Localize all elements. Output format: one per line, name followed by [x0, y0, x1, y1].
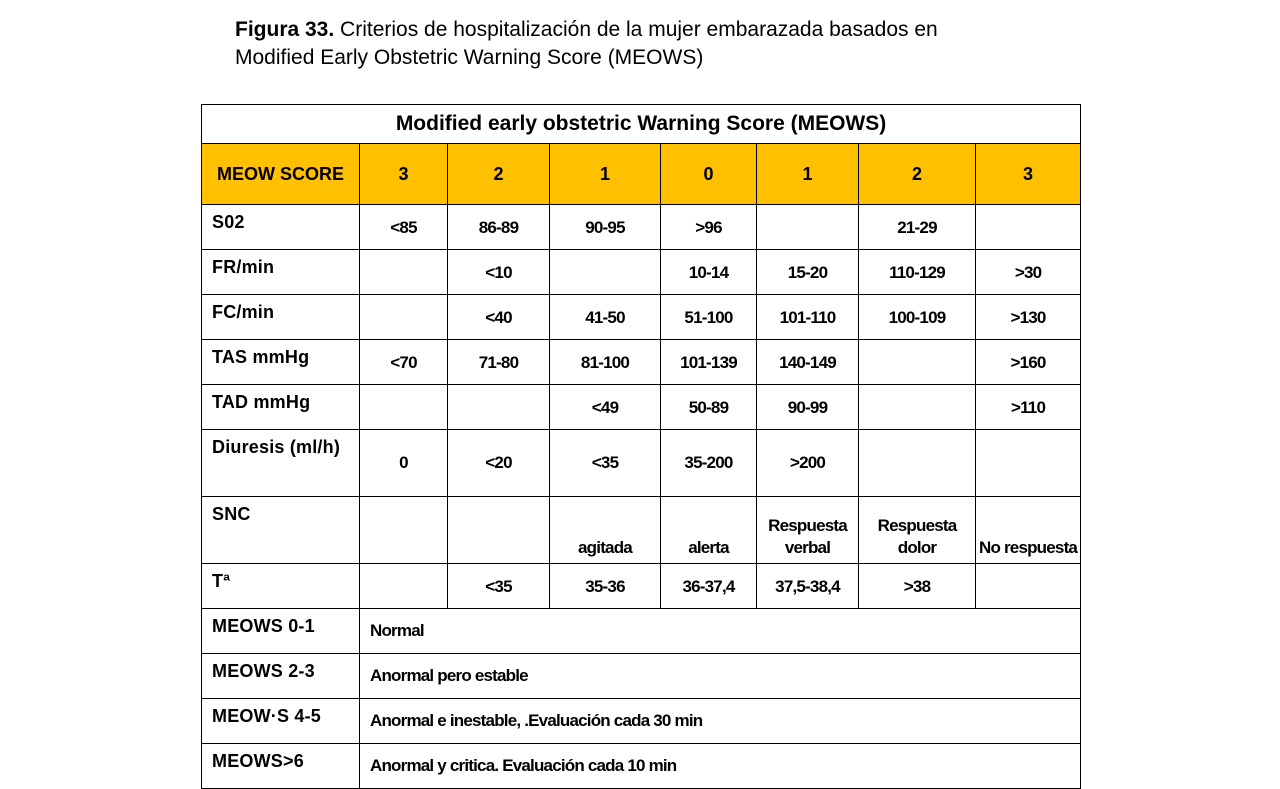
table-cell: >30	[976, 250, 1081, 295]
table-cell: 35-200	[661, 430, 757, 497]
table-cell: 90-99	[757, 385, 859, 430]
table-title-row	[202, 105, 1081, 144]
table-cell: >130	[976, 295, 1081, 340]
table-cell	[360, 250, 448, 295]
table-cell: >110	[976, 385, 1081, 430]
category-row	[202, 744, 1081, 789]
table-cell: 51-100	[661, 295, 757, 340]
table-cell: <49	[550, 385, 661, 430]
score-header-row	[202, 144, 1081, 205]
table-cell: 50-89	[661, 385, 757, 430]
row-label: Diuresis (ml/h)	[202, 430, 360, 497]
row-label: TAD mmHg	[202, 385, 360, 430]
table-row	[202, 564, 1081, 609]
row-label: FR/min	[202, 250, 360, 295]
category-text: Anormal y critica. Evaluación cada 10 min	[360, 744, 1081, 789]
table-title: Modified early obstetric Warning Score (MEOWS)	[202, 105, 1081, 144]
table-row	[202, 497, 1081, 564]
category-row	[202, 609, 1081, 654]
table-cell: <35	[448, 564, 550, 609]
table-cell: 36-37,4	[661, 564, 757, 609]
table-cell: 37,5-38,4	[757, 564, 859, 609]
table-row	[202, 385, 1081, 430]
score-header-cell: 1	[550, 144, 661, 205]
meows-table	[201, 104, 1081, 789]
category-row	[202, 654, 1081, 699]
table-cell	[550, 250, 661, 295]
table-row	[202, 205, 1081, 250]
table-cell: Respuesta dolor	[859, 497, 976, 564]
table-cell	[976, 430, 1081, 497]
table-cell: <40	[448, 295, 550, 340]
table-cell: <20	[448, 430, 550, 497]
table-cell	[976, 564, 1081, 609]
category-text: Anormal pero estable	[360, 654, 1081, 699]
category-text: Normal	[360, 609, 1081, 654]
table-cell: 81-100	[550, 340, 661, 385]
table-cell: 101-139	[661, 340, 757, 385]
table-cell: 35-36	[550, 564, 661, 609]
table-cell	[360, 497, 448, 564]
table-cell	[360, 564, 448, 609]
row-label: S02	[202, 205, 360, 250]
table-row	[202, 250, 1081, 295]
category-label: MEOWS>6	[202, 744, 360, 789]
table-cell: 15-20	[757, 250, 859, 295]
table-cell	[757, 205, 859, 250]
caption-line-2: Modified Early Obstetric Warning Score (MEOWS)	[235, 46, 704, 69]
table-row	[202, 295, 1081, 340]
table-cell	[976, 205, 1081, 250]
table-cell: >200	[757, 430, 859, 497]
table-cell: Respuesta verbal	[757, 497, 859, 564]
table-cell: >96	[661, 205, 757, 250]
table-row	[202, 430, 1081, 497]
row-label: SNC	[202, 497, 360, 564]
table-cell: <10	[448, 250, 550, 295]
table-cell: 71-80	[448, 340, 550, 385]
row-label: Tª	[202, 564, 360, 609]
table-cell: <35	[550, 430, 661, 497]
table-cell	[360, 295, 448, 340]
figure-label: Figura 33.	[235, 18, 335, 41]
table-row	[202, 340, 1081, 385]
table-cell: No respuesta	[976, 497, 1081, 564]
table-cell: alerta	[661, 497, 757, 564]
score-header-cell: 2	[448, 144, 550, 205]
table-cell	[360, 385, 448, 430]
table-cell: agitada	[550, 497, 661, 564]
score-header-cell: 1	[757, 144, 859, 205]
table-cell: 101-110	[757, 295, 859, 340]
table-cell: 41-50	[550, 295, 661, 340]
table-cell: >38	[859, 564, 976, 609]
table-cell: 10-14	[661, 250, 757, 295]
category-text: Anormal e inestable, .Evaluación cada 30 min	[360, 699, 1081, 744]
table-cell: <70	[360, 340, 448, 385]
score-header-cell: 0	[661, 144, 757, 205]
category-label: MEOWS 0-1	[202, 609, 360, 654]
table-cell	[859, 430, 976, 497]
row-label: FC/min	[202, 295, 360, 340]
table-cell	[859, 340, 976, 385]
figure-caption	[235, 16, 1135, 72]
category-label: MEOWS 2-3	[202, 654, 360, 699]
row-label: TAS mmHg	[202, 340, 360, 385]
caption-line-1	[235, 16, 1135, 44]
category-row	[202, 699, 1081, 744]
table-cell: <85	[360, 205, 448, 250]
table-cell: >160	[976, 340, 1081, 385]
table-cell: 0	[360, 430, 448, 497]
category-label: MEOW·S 4-5	[202, 699, 360, 744]
table-cell: 86-89	[448, 205, 550, 250]
table-cell: 140-149	[757, 340, 859, 385]
score-header-label: MEOW SCORE	[202, 144, 360, 205]
caption-text-1: Criterios de hospitalización de la mujer embarazada basados en	[334, 18, 938, 41]
table-cell	[859, 385, 976, 430]
score-header-cell: 3	[976, 144, 1081, 205]
table-cell: 90-95	[550, 205, 661, 250]
table-cell: 21-29	[859, 205, 976, 250]
score-header-cell: 2	[859, 144, 976, 205]
table-cell: 100-109	[859, 295, 976, 340]
score-header-cell: 3	[360, 144, 448, 205]
table-cell	[448, 385, 550, 430]
table-cell	[448, 497, 550, 564]
table-cell: 110-129	[859, 250, 976, 295]
